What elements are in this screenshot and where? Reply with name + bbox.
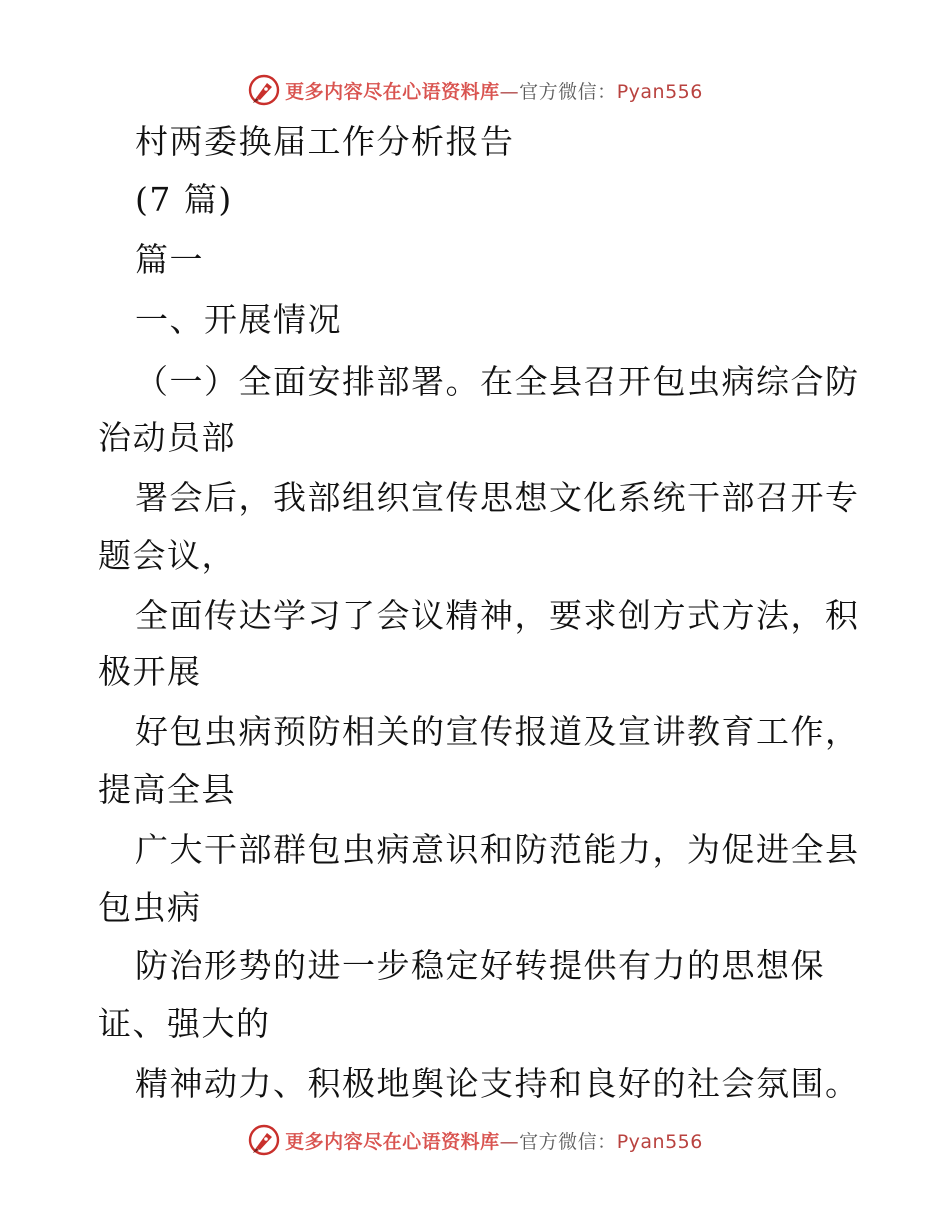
paragraph-line: 精神动力、积极地舆论支持和良好的社会氛围。 bbox=[135, 1064, 860, 1103]
pen-nib-logo-icon bbox=[247, 1123, 281, 1157]
paragraph-line: 提高全县 bbox=[98, 770, 236, 809]
paragraph-line: 防治形势的进一步稳定好转提供有力的思想保 bbox=[135, 946, 825, 985]
watermark-text bbox=[285, 1127, 703, 1154]
watermark-wechat-label: 官方微信： bbox=[519, 1130, 617, 1153]
watermark-brand: 更多内容尽在心语资料库 bbox=[285, 80, 500, 103]
watermark-dash: — bbox=[499, 1130, 520, 1153]
paragraph-line: 治动员部 bbox=[98, 418, 236, 457]
top-watermark-banner bbox=[0, 70, 950, 110]
watermark-text bbox=[285, 77, 703, 104]
paragraph-line: 包虫病 bbox=[98, 888, 202, 927]
paragraph-line: （一）全面安排部署。在全县召开包虫病综合防 bbox=[135, 362, 860, 401]
document-title: 村两委换届工作分析报告 bbox=[135, 122, 515, 161]
paragraph-line: 好包虫病预防相关的宣传报道及宣讲教育工作， bbox=[135, 712, 860, 751]
watermark-dash: — bbox=[499, 80, 520, 103]
watermark-account: Pyan556 bbox=[616, 1130, 703, 1153]
paragraph-line: 极开展 bbox=[98, 652, 202, 691]
bottom-watermark-banner bbox=[0, 1120, 950, 1160]
paragraph-line: 题会议， bbox=[98, 536, 236, 575]
watermark-brand: 更多内容尽在心语资料库 bbox=[285, 1130, 500, 1153]
watermark-account: Pyan556 bbox=[616, 80, 703, 103]
section-heading: 篇一 bbox=[135, 240, 204, 279]
document-subtitle: (7 篇) bbox=[135, 180, 233, 219]
pen-nib-logo-icon bbox=[247, 73, 281, 107]
paragraph-line: 广大干部群包虫病意识和防范能力，为促进全县 bbox=[135, 830, 860, 869]
subsection-heading: 一、开展情况 bbox=[135, 300, 342, 339]
paragraph-line: 全面传达学习了会议精神，要求创方式方法，积 bbox=[135, 596, 860, 635]
paragraph-line: 署会后，我部组织宣传思想文化系统干部召开专 bbox=[135, 478, 860, 517]
watermark-wechat-label: 官方微信： bbox=[519, 80, 617, 103]
paragraph-line: 证、强大的 bbox=[98, 1004, 271, 1043]
